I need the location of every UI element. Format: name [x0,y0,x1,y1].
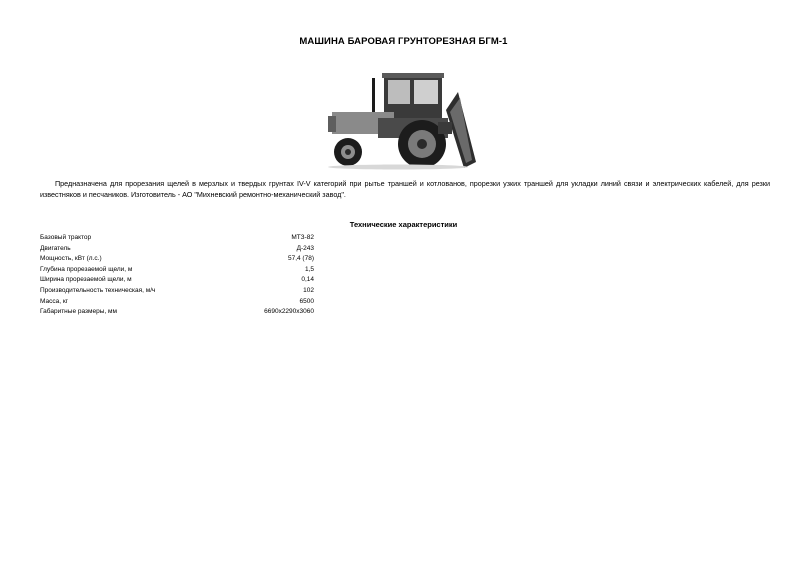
spec-label: Габаритные размеры, мм [40,308,117,316]
spec-value: 57,4 (78) [287,255,314,263]
spec-row [40,233,314,244]
spec-value: 1,5 [304,265,314,273]
spec-row [40,265,314,276]
spec-label: Двигатель [40,244,71,252]
tractor-image [318,70,478,170]
spec-value: 6500 [299,297,314,305]
spec-label: Масса, кг [40,297,69,305]
spec-value: 0,14 [301,276,314,284]
spec-value: 6690х2290х3060 [264,308,314,316]
spec-label: Мощность, кВт (л.с.) [40,255,102,263]
description-text: Предназначена для прорезания щелей в мерзлых и твердых грунтах IV-V категорий при рытье траншей и котлованов, прорезки узких траншей для укладки линий связи и электрических кабелей, для резки известняков и песчаников. Изготовитель - АО "Михневский ремонтно-механический завод". [40,179,770,199]
spec-row [40,297,314,308]
spec-label: Производительность техническая, м/ч [40,286,156,294]
specs-table [40,233,314,318]
spec-value: МТЗ-82 [291,234,314,241]
spec-row [40,244,314,255]
spec-row [40,254,314,265]
spec-label: Ширина прорезаемой щели, м [40,276,132,284]
spec-row [40,275,314,286]
spec-label: Глубина прорезаемой щели, м [40,265,133,273]
spec-label: Базовый трактор [40,234,92,241]
spec-row [40,286,314,297]
spec-row [40,307,314,318]
page-title: МАШИНА БАРОВАЯ ГРУНТОРЕЗНАЯ БГМ-1 [299,36,508,47]
specs-heading: Технические характеристики [349,220,458,229]
spec-value: 102 [303,286,314,294]
spec-value: Д-243 [296,244,314,252]
